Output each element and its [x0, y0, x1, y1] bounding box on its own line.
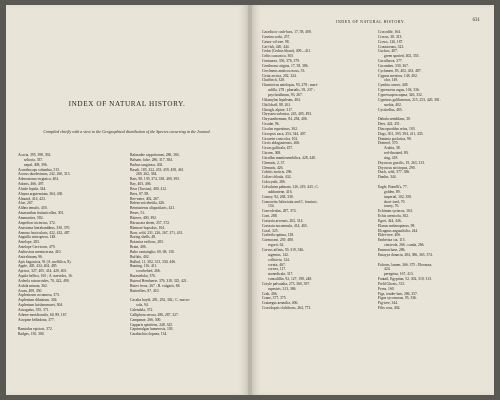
index-entry: Bubo cantatoglio, 60, 68, 130. — [130, 249, 175, 254]
index-entry: Coliae chloala, 432. — [262, 175, 292, 180]
index-entry: Elder-tree, 406. — [378, 233, 401, 238]
index-entry: Cygnus meniros, 148, 402. — [378, 73, 418, 78]
index-entry: monedicala, 317. — [268, 272, 294, 277]
index-entry: Circaeter ronicolor, 102. — [262, 136, 299, 141]
index-entry: Cacalia boydi, 281, 292, 302 ; C. macro- — [130, 298, 191, 303]
index-entry: Dominia poclatica, 90. — [378, 136, 412, 141]
index-entry: Dunlin, 344. — [378, 175, 397, 180]
index-entry: Dryoscus strictopus, 290. — [378, 165, 416, 170]
index-entry: Balasadee cappritorum, 286, 304. — [130, 153, 180, 157]
index-entry: Deer, 422, 451. — [378, 122, 401, 127]
index-entry: Eagle, Bonelli's, 77. — [378, 185, 408, 189]
index-entry: Crustaceans, 323. — [378, 44, 405, 49]
index-entry: Anastoma hierabambhus, 330, 370. — [18, 225, 71, 230]
index-entry: Acorus duodecimus, 242, 260, 313. — [18, 172, 71, 177]
index-entry: Althea tenuifo, 450. — [18, 206, 48, 211]
index-entry: Cymbia cancer, 448. — [378, 83, 409, 88]
index-entry: Cucumber, 330, 367. — [378, 63, 409, 68]
index-entry: Crows, 126, 187. — [378, 39, 404, 44]
index-entry: Centhrosur aitgius, 17, 58, 386. — [262, 63, 309, 68]
index-entry: olor, 149. — [384, 78, 399, 83]
index-entry: Almond, 414, 423. — [18, 196, 46, 201]
index-entry: Buteral Henduerie, 376, 318, 325, 421. — [130, 278, 188, 283]
index-entry: Calliphora serosa, 286, 287, 327. — [130, 312, 179, 317]
index-entry: Field Ghosts, 313. — [378, 281, 406, 286]
index-entry: Buffalo, 402. — [130, 254, 150, 259]
index-entry: Cat-fish, 420, 444. — [262, 44, 290, 49]
index-entry: Ammonites, 582. — [18, 215, 44, 220]
index-entry: suebia, 402. — [384, 102, 402, 107]
left-page — [6, 5, 248, 395]
index-entry: Anthosirus mentaceruta, 410. — [18, 249, 62, 254]
index-entry: Citrullus mantiosembilica, 428, 440. — [262, 155, 316, 160]
index-entry: Cotyle palvatalia, 273, 360, 397. — [262, 281, 311, 286]
index-entry: imperial, 102, 350. — [384, 194, 412, 199]
index-entry: Caradia or cash-bars, 17, 58, 408. — [262, 30, 312, 34]
index-entry: Egret, 424, 446. — [378, 218, 402, 223]
index-entry: Calendula, 372. — [130, 308, 154, 312]
index-column-right-2 — [378, 30, 490, 311]
index-entry: Chaffinch, 328. — [262, 78, 285, 83]
index-entry: Dabula semiblans, 30. — [378, 117, 411, 122]
index-entry: Aloide lepida, 344. — [18, 186, 47, 191]
index-entry: Boar, wild, 231, 226, 267, 371, 431. — [130, 230, 184, 235]
index-entry: Bee-eater, 402, 267. — [130, 196, 160, 201]
right-page — [252, 5, 494, 395]
index-entry: Cirtia arctica, 202, 324. — [262, 73, 297, 78]
index-column-left-1 — [18, 153, 128, 337]
index-entry: Echinum syriacus, 104. — [378, 209, 413, 214]
index-entry: Convolvulus, 287, 374. — [262, 209, 297, 214]
index-entry: Asplenium dilatatum, 304. — [18, 298, 58, 303]
index-entry: Cicadæ, 96. — [262, 122, 280, 127]
index-entry: Celtis caucasica, 303. — [262, 54, 294, 59]
index-entry: Crocidopsis claltifrons, 264, 773. — [262, 306, 312, 311]
index-entry: Crocus, 38, 313. — [378, 34, 403, 39]
index-entry: Citrons, 368. — [262, 151, 282, 156]
index-entry: Basalt, 185, 322, 453, 459, 458, 461. — [130, 167, 185, 172]
index-entry: Crane, 377, 375. — [262, 296, 287, 301]
index-entry: Filix rosa, 404. — [378, 306, 401, 311]
index-entry: Bitruscata sheen, 257, 372. — [130, 220, 170, 225]
index-entry: Arum, 408, 350. — [18, 288, 43, 293]
index-entry: red-throated, 89, — [384, 151, 409, 156]
index-entry: Acanthocaps columbia, 515. — [18, 167, 60, 172]
index-entry: Carabachia clopnea, 134. — [130, 332, 168, 337]
index-entry: Apis bagonicia, 91 (A. mellifica, 8). — [18, 259, 72, 264]
index-entry: Castor-oil tree, 98. — [262, 39, 290, 44]
index-entry: Chamicirus antelopus, 93, 278 ; mact- — [262, 83, 319, 88]
index-entry: Falcons, lanner, 266, 375 ; Eleonora, — [378, 262, 433, 267]
index-entry: Ampelion tricinctus, 372. — [18, 220, 56, 225]
index-entry: Bennusterus aliquotilaris, 421. — [130, 206, 176, 211]
index-column-left-2 — [130, 153, 242, 337]
index-entry: short-toed, 70. — [384, 199, 406, 204]
index-entry: Caprimulgus humerosis, 103. — [130, 327, 174, 332]
index-entry: Figs, tender-bair, 286, 357. — [378, 291, 418, 296]
index-entry: Alnyna arguiemium, 364, 430. — [18, 191, 64, 196]
index-entry: Crocodile, 164. — [378, 30, 401, 34]
index-entry: Cortaxia arvensis, 202, 314. — [262, 218, 304, 223]
index-entry: Clematis, 2, 37. — [262, 160, 286, 165]
index-entry: Dotterel, 370. — [378, 141, 399, 146]
index-entry: Athene meridionalis, 60, 89, 167. — [18, 312, 68, 317]
running-head: INDEX OF NATURAL HISTORY. — [336, 19, 406, 24]
index-entry: nepal, 408, 396. — [24, 162, 48, 167]
index-entry: cincieola, 266 ; canda, 266. — [384, 243, 425, 248]
index-entry: Chrysaea sulonica, 245, 405, 493. — [262, 112, 312, 117]
index-entry: Bees, 87, 88. — [130, 191, 150, 196]
index-entry: Burasteloha, 376. — [130, 274, 156, 279]
index-entry: Cedar (Cedrus libani), 409—411. — [262, 49, 312, 54]
index-entry: corvax, 117. — [268, 267, 287, 272]
index-entry: Crab, 406. — [262, 291, 278, 296]
index-entry: Cuckoo, 407. — [378, 49, 398, 54]
index-entry: Asplenium krishnomurei, 304. — [18, 303, 64, 308]
index-entry: Corvus affinis, 59, 319, 546. — [262, 247, 305, 252]
index-entry: Coral, 325. — [262, 228, 279, 233]
page-title: INDEX OF NATURAL HISTORY. — [68, 100, 186, 108]
index-entry: Capparis spinifens, 248, 325. — [130, 322, 174, 327]
index-entry: crowbelied, 266. — [136, 269, 161, 274]
index-entry: Cucullacea, 377. — [378, 59, 403, 64]
index-entry: Cyclamen, 83, 402, 433, 487. — [378, 68, 422, 73]
page-subtitle: Compiled chiefly with a view to the Geographical distribution of the Species occurring in the Journal. — [43, 129, 211, 134]
index-entry: seltoria, 337. — [24, 157, 44, 162]
index-entry: Dogs, 301, 393, 394, 411, 435. — [378, 131, 424, 136]
index-entry: Antelope Cervicorn, 479. — [18, 245, 56, 250]
index-entry: Cormorant, 239, 480. — [262, 238, 294, 243]
index-entry: Ardola minuta, 362. — [18, 283, 48, 288]
index-entry: Belem voicebetila, 426. — [130, 201, 166, 206]
index-entry: cola, 94. — [136, 303, 149, 308]
index-entry: Aquila bellica, 165 ; A. naevides, 16. — [18, 274, 73, 279]
index-entry: Astragalus, 355, 371. — [18, 308, 50, 312]
index-entry: tawny, 76. — [384, 204, 400, 209]
index-entry: Colocynth, 286. — [262, 180, 286, 185]
index-entry: Bunting, 116, 411. — [130, 264, 158, 269]
index-entry: Cont, 288. — [262, 214, 278, 219]
index-entry: Clematis, 426. — [262, 165, 284, 170]
index-entry: Atropine belladona, 377. — [18, 317, 55, 322]
index-entry: Cysticellus, 405. — [378, 107, 403, 112]
index-entry: Bitterer, 400, 392. — [130, 215, 157, 220]
index-entry: Badges, 150, 300. — [18, 332, 45, 337]
index-entry: Chlamylus lepaleum, 404. — [262, 97, 301, 102]
index-entry: Blamore hopsolus, 104. — [130, 225, 166, 230]
index-entry: Bats, 98, 139, 374, 338, 400, 393. — [130, 177, 180, 182]
index-entry: Cortaxia nocaensula, 414, 465. — [262, 223, 308, 228]
index-entry: Botanica exilicus, 283. — [130, 240, 164, 245]
index-entry: Elanus melanopterus, 98. — [378, 223, 416, 228]
index-entry: peregrina, 167, 413. — [384, 272, 414, 277]
index-entry: Antirrhinum, 96. — [18, 254, 43, 259]
index-entry: Circas gallicala, 457. — [262, 146, 294, 151]
page-number: 631 — [472, 18, 480, 23]
index-entry: aubloniene, 416. — [268, 189, 293, 194]
index-entry: Centaurea, 356, 376, 379. — [262, 59, 300, 64]
index-entry: Apple, 405, 434, 404, 485. — [18, 264, 58, 269]
index-entry: Fig-tree, 344. — [378, 301, 398, 306]
index-entry: Acacia, 395, 398, 392. — [18, 153, 52, 157]
index-entry: Fantail, Egyptian, 52, 302, 310, 313. — [378, 277, 432, 282]
index-entry: Cicropsis zaca, 254, 344, 407. — [262, 131, 307, 136]
index-entry: Campanae, 266, 300. — [130, 317, 162, 322]
index-entry: Antelope, 283. — [18, 240, 40, 245]
index-entry: Cyprinus galiliaeonus, 215, 253, 420, 381. — [378, 97, 441, 102]
index-entry: Elcagnus angustifolia, 244. — [378, 228, 419, 233]
book-spread — [6, 5, 494, 395]
index-entry: Bay, 403, 406. — [130, 182, 152, 187]
index-entry: golden, 89. — [384, 189, 401, 194]
index-entry: Echis arenicola, 302. — [378, 214, 409, 219]
index-entry: Chough, alpine, 317. — [262, 107, 293, 112]
index-entry: Bear (Tursius), 400, 412. — [130, 186, 167, 191]
index-entry: vuncalillia, 92, 127, 198, 248. — [268, 277, 313, 282]
index-entry: Emayya donacia, 284, 386, 365, 374. — [378, 252, 433, 257]
index-entry: Boring shells, 48. — [130, 235, 157, 240]
index-entry: Chrysanthemum, 84, 284, 406. — [262, 117, 308, 122]
index-entry: green spotted, 402, 355. — [384, 54, 420, 59]
index-entry: Balsam, false, 286, 317, 384. — [130, 157, 173, 162]
index-entry: Adenostoma virginica, 404. — [18, 177, 59, 182]
index-entry: Emberiza cia, 115. — [378, 238, 406, 243]
index-entry: Arabia, 38. — [384, 146, 401, 151]
index-entry: Corbeila optima, 128. — [262, 233, 295, 238]
index-entry: Amaranthus frutimicollea, 301. — [18, 211, 65, 216]
index-entry: Aloe, 267. — [18, 201, 34, 206]
index-entry: Emmon base, 286. — [378, 247, 406, 252]
index-entry: Duck, wild, 377, 386. — [378, 170, 411, 175]
index-entry: Dryoscus gracilis, 19, 263, 313. — [378, 160, 425, 165]
index-entry: Comoretta Iulioctatia and C. fruniuci, — [262, 199, 318, 204]
index-entry: Brain, 406. — [130, 245, 147, 250]
index-entry: 154. — [268, 204, 275, 209]
index-entry: Asplenicum cocamosu, 373. — [18, 293, 60, 298]
index-entry: argentus, 142. — [268, 252, 289, 257]
index-entry: Circis aldagoutensis, 466. — [262, 141, 301, 146]
index-entry: Bulbul, 11, 302, 313, 330, 446. — [130, 259, 176, 264]
index-entry: ring, 418. — [384, 155, 399, 160]
index-entry: Ferns, 160. — [378, 286, 395, 291]
index-entry: Figus sycomorus, 95, 336. — [378, 296, 417, 301]
index-entry: Buteo ferox, 267 ; B. vulgaris, 68. — [130, 283, 181, 288]
index-entry: cornix, 467. — [268, 262, 286, 267]
index-entry: Cypressupria zapna, 326, 332. — [378, 92, 423, 97]
index-entry: Butterflies, 87, 410. — [130, 288, 160, 293]
index-entry: Beses, 51. — [130, 211, 146, 216]
index-entry: Ardeola rutracroides, 70, 422, 490. — [18, 278, 70, 283]
index-entry: Annona fascicularis, 422, 432, 487. — [18, 230, 71, 235]
index-entry: Chiffchaff, 88, 261. — [262, 102, 292, 107]
index-entry: Cerchneus ansticocoscus, 53. — [262, 68, 306, 73]
index-entry: Adonis, 466, 497. — [18, 182, 45, 187]
index-entry: 269, 262, 384. — [136, 172, 158, 177]
index-entry: Comey, 92, 268, 330. — [262, 194, 294, 199]
index-entry: Caseina sorbi, 257. — [262, 34, 291, 39]
index-entry: Cicalus equestinus, 302. — [262, 126, 298, 131]
index-entry: rupestris, 313, 386. — [268, 286, 297, 291]
index-entry: Crataegus aesmilia, 406. — [262, 301, 299, 306]
index-entry: Cyperaceus argus, 104, 336. — [378, 88, 420, 93]
index-entry: rulilla, 278 ; pharialis, 93, 237 ; — [268, 88, 315, 93]
index-entry: Cobitis isoticis, 296. — [262, 170, 293, 175]
index-entry: collisivia, 124. — [268, 257, 290, 262]
index-entry: Diacopsoddus refus, 103. — [378, 126, 416, 131]
index-entry: 424. — [384, 267, 391, 272]
index-entry: Anguilla microptera, 148. — [18, 235, 57, 240]
index-entry: regorii, 62. — [268, 243, 285, 248]
index-column-right-1 — [262, 30, 374, 311]
index-entry: Apricot, 327, 405, 414, 420, 403. — [18, 269, 68, 274]
index-entry: Bamiulus epiciori, 372. — [18, 327, 53, 332]
index-entry: Barbus tanginica, 402. — [130, 162, 164, 167]
index-entry: Colvulatea palmata, 126, 419, 443 ; C. — [262, 185, 319, 189]
index-entry: psychoidinum, 93, 267. — [268, 92, 303, 97]
